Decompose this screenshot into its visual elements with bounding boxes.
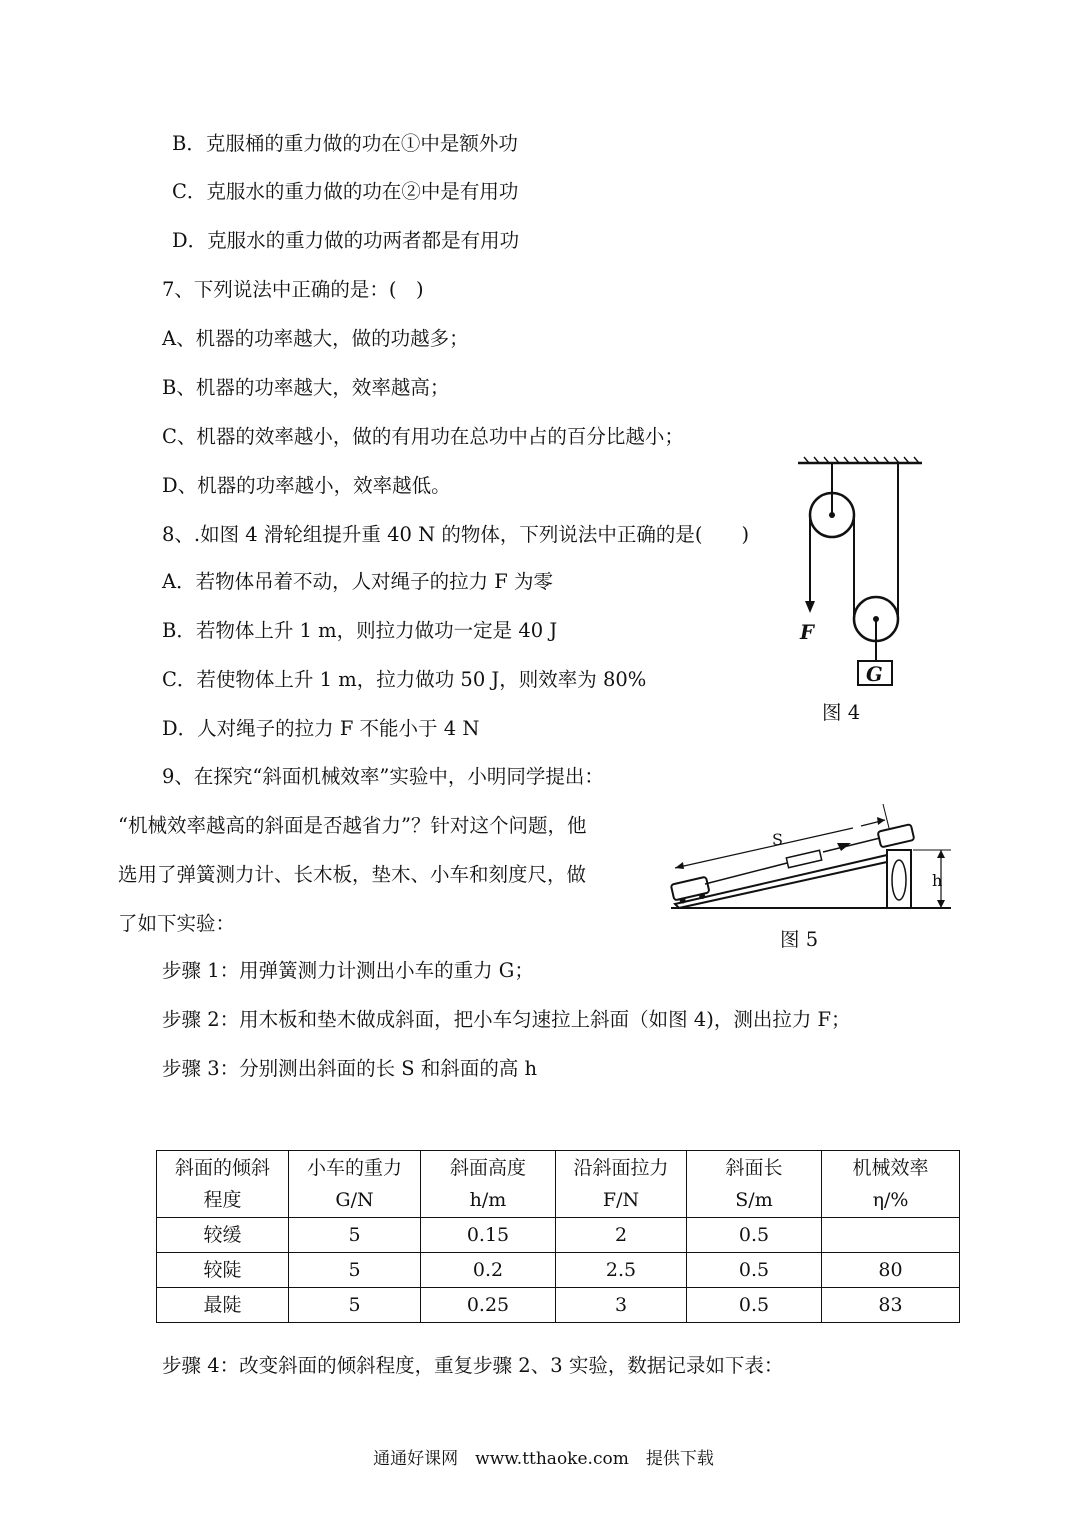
q9-line-2: “机械效率越高的斜面是否越省力”？针对这个问题，他 — [118, 814, 587, 837]
table-cell — [822, 1218, 960, 1253]
table-cell: 0.5 — [687, 1288, 822, 1323]
table-cell: 5 — [289, 1288, 421, 1323]
table-cell: 2 — [556, 1218, 687, 1253]
q8-stem: 8、.如图 4 滑轮组提升重 40 N 的物体，下列说法中正确的是( ) — [162, 523, 750, 546]
q9-line-3: 选用了弹簧测力计、长木板，垫木、小车和刻度尺，做 — [118, 863, 587, 886]
height-label: h — [932, 871, 943, 890]
q9-line-1: 9、在探究“斜面机械效率”实验中，小明同学提出： — [162, 765, 604, 788]
header-height: 斜面高度 h/m — [421, 1151, 556, 1218]
table-row — [157, 1218, 960, 1253]
q7-stem: 7、下列说法中正确的是：( ) — [162, 278, 424, 301]
q8-option-c: C．若使物体上升 1 m，拉力做功 50 J，则效率为 80% — [162, 668, 647, 691]
length-label: S — [772, 830, 783, 849]
step-4: 步骤 4：改变斜面的倾斜程度，重复步骤 2、3 实验，数据记录如下表： — [162, 1354, 784, 1377]
table-row — [157, 1288, 960, 1323]
figure5-caption: 图 5 — [780, 928, 819, 951]
table-cell: 0.5 — [687, 1218, 822, 1253]
q8-option-a: A．若物体吊着不动，人对绳子的拉力 F 为零 — [162, 570, 554, 593]
table-cell: 0.15 — [421, 1218, 556, 1253]
table-cell: 2.5 — [556, 1253, 687, 1288]
table-cell: 0.5 — [687, 1253, 822, 1288]
force-label: F — [800, 621, 814, 644]
q7-option-b: B、机器的功率越大，效率越高； — [162, 376, 450, 399]
table-cell: 0.2 — [421, 1253, 556, 1288]
table-cell: 3 — [556, 1288, 687, 1323]
table-header-row — [157, 1151, 960, 1218]
footer-text: 通通好课网 www.tthaoke.com 提供下载 — [373, 1449, 714, 1469]
table-cell: 5 — [289, 1253, 421, 1288]
table-cell: 最陡 — [157, 1288, 289, 1323]
pulley-figure — [790, 455, 930, 695]
header-weight: 小车的重力 G/N — [289, 1151, 421, 1218]
q8-option-d: D．人对绳子的拉力 F 不能小于 4 N — [162, 717, 480, 740]
table-cell: 5 — [289, 1218, 421, 1253]
table-cell: 较缓 — [157, 1218, 289, 1253]
figure4-caption: 图 4 — [822, 701, 861, 724]
table-cell: 0.25 — [421, 1288, 556, 1323]
table-cell: 较陡 — [157, 1253, 289, 1288]
q7-option-c: C、机器的效率越小，做的有用功在总功中占的百分比越小； — [162, 425, 684, 448]
table-cell: 83 — [822, 1288, 960, 1323]
q8-option-b: B．若物体上升 1 m，则拉力做功一定是 40 J — [162, 619, 558, 642]
q7-option-a: A、机器的功率越大，做的功越多； — [162, 327, 469, 350]
q6-option-b: B．克服桶的重力做的功在①中是额外功 — [172, 132, 518, 155]
incline-figure — [665, 796, 955, 916]
step-3: 步骤 3：分别测出斜面的长 S 和斜面的高 h — [162, 1057, 538, 1080]
table-cell: 80 — [822, 1253, 960, 1288]
header-length: 斜面长 S/m — [687, 1151, 822, 1218]
q9-line-4: 了如下实验： — [118, 912, 236, 935]
step-2: 步骤 2：用木板和垫木做成斜面，把小车匀速拉上斜面（如图 4)，测出拉力 F； — [162, 1008, 851, 1031]
q7-option-d: D、机器的功率越小，效率越低。 — [162, 474, 451, 497]
step-1: 步骤 1：用弹簧测力计测出小车的重力 G； — [162, 959, 534, 982]
weight-label: G — [866, 663, 883, 686]
header-efficiency: 机械效率 η/% — [822, 1151, 960, 1218]
table-row — [157, 1253, 960, 1288]
header-incline: 斜面的倾斜 程度 — [157, 1151, 289, 1218]
q6-option-d: D．克服水的重力做的功两者都是有用功 — [172, 229, 520, 252]
experiment-table — [156, 1150, 960, 1323]
q6-option-c: C．克服水的重力做的功在②中是有用功 — [172, 180, 519, 203]
header-pull: 沿斜面拉力 F/N — [556, 1151, 687, 1218]
